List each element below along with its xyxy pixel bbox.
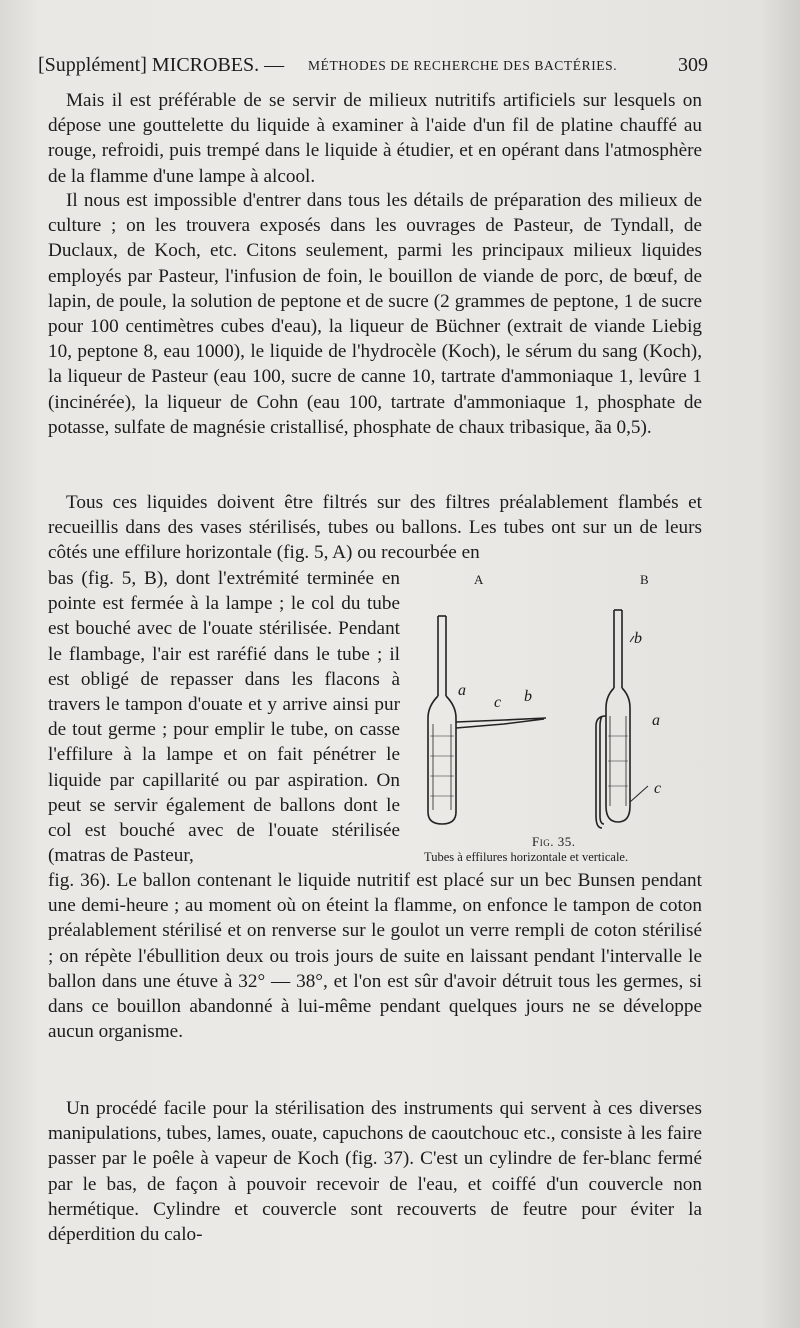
page-number: 309 (678, 54, 708, 76)
figure-label-B: B (640, 572, 649, 587)
paragraph-3-part-a: Tous ces liquides doivent être filtrés sur des filtres préalablement flambés et recueillis dans des vases stérilisés, tubes ou ballons. Les tubes ont sur un de leurs côtés une effilure horizontale (fig. 5, A) ou recourbée en (48, 492, 702, 564)
tube-a-drawing (428, 616, 546, 824)
figure-caption: Tubes à effilures horizontale et verticale. (424, 850, 629, 864)
tube-b-pointer-c (630, 786, 648, 802)
header-subtitle: MÉTHODES DE RECHERCHE DES BACTÉRIES. (308, 58, 618, 73)
figure-label-b-left: b (524, 688, 532, 705)
header-section: [Supplément] (38, 54, 147, 76)
paragraph-4: Un procédé facile pour la stérilisation des instruments qui servent à ces diverses manipulations, tubes, lames, ouate, capuchons de caoutchouc etc., consiste à les faire passer par le poêle à vapeur de Koch (fig. 37). C'est un cylindre de fer-blanc fermé par le bas, de façon à pouvoir recevoir de l'eau, et coiffé d'un couvercle non hermétique. Cylindre et couvercle sont recouverts de feutre pour éviter la déperdition du calo- (48, 1098, 702, 1246)
figure-label-c-left: c (494, 694, 502, 711)
paragraph-3-part-b: bas (fig. 5, B), dont l'extrémité terminée en pointe est fermée à la lampe ; le col du tube est bouché avec de l'ouate stérilisée. Pendant le flambage, l'air est raréfié dans le tube ; il est obligé de repasser dans les flacons à travers le tampon d'ouate et y arrive ainsi pur de tout germe ; pour emplir le tube, on casse l'effilure à la lampe et on fait pénétrer le liquide par capillarité ou par aspiration. On peut se servir également de ballons dont le col est bouché avec de l'ouate stérilisée (matras de Pasteur, (48, 568, 400, 867)
tube-a-inner (433, 724, 451, 810)
figure-label-c-right: c (654, 780, 662, 797)
running-header (38, 50, 708, 80)
tubes-illustration (408, 566, 708, 866)
header-dash: — (264, 54, 285, 76)
figure-label-a-right: a (652, 712, 660, 729)
figure-number: Fig. 35. (532, 834, 576, 849)
paragraph-3-part-b-column (48, 566, 400, 868)
tube-b-effilure (596, 716, 606, 828)
figure-label-a-left: a (458, 682, 466, 699)
paragraph-1: Mais il est préférable de se servir de milieux nutritifs artificiels sur lesquels on dépose une gouttelette du liquide à examiner à l'aide d'un fil de platine chauffé au rouge, refroidi, puis trempé dans le liquide à étudier, et en opérant dans l'atmosphère de la flamme d'une lampe à alcool. (48, 90, 702, 187)
tube-b-body (606, 688, 630, 822)
tube-a-neck (438, 616, 446, 696)
figure-label-A: A (474, 572, 484, 587)
header-left (38, 50, 284, 80)
tube-a-hatching (430, 736, 454, 796)
tube-a-effilure (456, 718, 546, 728)
paragraph-3-part-c: fig. 36). Le ballon contenant le liquide nutritif est placé sur un bec Bunsen pendant une demi-heure ; au moment où on éteint la flamme, on enfonce le tampon de coton préalablement stérilisé et on renverse sur le goulot un verre rempli de coton stérilisé ; on répète l'ébullition deux ou trois jours de suite en laissant pendant l'intervalle le ballon dans une étuve à 32° — 38°, et l'on est sûr d'avoir détruit tous les germes, si dans ce bouillon abandonné à lui-même pendant quelques jours ne se développe aucun organisme. (48, 870, 702, 1043)
paragraph-2: Il nous est impossible d'entrer dans tous les détails de préparation des milieux de culture ; on les trouvera exposés dans les ouvrages de Pasteur, de Tyndall, de Duclaux, de Koch, etc. Citons seulement, parmi les principaux milieux liquides employés par Pasteur, l'infusion de foin, le bouillon de viande de porc, de bœuf, de lapin, de poule, la solution de peptone et de sucre (2 grammes de peptone, 1 de sucre pour 100 centimètres cubes d'eau), la liqueur de Büchner (extrait de viande Liebig 10, peptone 8, eau 1000), le liquide de l'hydrocèle (Koch), le sérum du sang (Koch), la liqueur de Pasteur (eau 100, sucre de canne 10, tartrate d'ammoniaque 1, levûre 1 (incinérée), la liqueur de Cohn (eau 100, tartrate d'ammoniaque 1, phosphate de potasse, sulfate de magnésie cristallisé, phosphate de chaux tribasique, ãa 0,5). (48, 190, 702, 438)
figure-label-b-right: b (634, 630, 642, 647)
figure-35 (408, 566, 708, 866)
tube-a-body (428, 696, 456, 824)
tube-b-hatching (608, 736, 628, 786)
tube-b-neck (614, 610, 622, 688)
header-title: MICROBES. (151, 54, 260, 76)
